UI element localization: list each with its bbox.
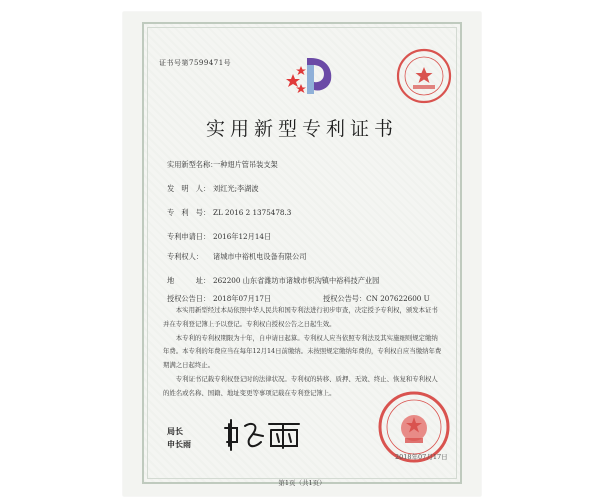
patent-office-logo [281,52,343,98]
certificate-title: 实用新型专利证书 [205,118,398,140]
registration-stamp [395,47,453,105]
field-utility-model-name: 实用新型名称： 一种翅片管吊装支架 [167,160,278,169]
certificate-body [163,304,443,401]
field-application-date: 专利申请日： 2016年12月14日 [167,232,272,241]
field-grant-date: 授权公告日： 2018年07月17日 [167,294,272,303]
certificate-number: 证书号第7599471号 [159,59,232,67]
body-paragraph: 专利证书记载专利权登记时的法律状况。专利权的转移、质押、无效、终止、恢复和专利权人的姓名或名称、国籍、地址变更等事项记载在专利登记簿上。 [163,374,438,397]
signatory-name: 申长雨 [167,440,191,449]
field-patent-number: 专 利 号： ZL 2016 2 1375478.3 [167,208,292,217]
signatory-title: 局长 [167,427,183,436]
field-patentee: 专利权人： 诸城市中裕机电设备有限公司 [167,252,307,261]
body-paragraph: 本实用新型经过本局依照中华人民共和国专利法进行初步审查，决定授予专利权，颁发本证书并在专利登记簿上予以登记。专利权自授权公告之日起生效。 [163,306,438,328]
field-grant-publication-number: 授权公告号：CN 207622600 U [323,294,430,303]
body-paragraph: 本专利的专利权期限为十年，自申请日起算。专利权人应当依照专利法及其实施细则规定缴纳年费。本专利的年费应当在每年12月14日前缴纳。未按照规定缴纳年费的，专利权自应当缴纳年费期满之日起终止。 [163,333,442,370]
page-number: 第1页（共1页） [278,479,326,487]
field-inventor: 发 明 人： 刘红光;李湖波 [167,184,259,193]
seal-date: 2018年07月17日 [395,453,448,461]
field-address: 地 址： 262200 山东省潍坊市诸城市枳沟镇中裕科技产业园 [167,276,380,285]
certificate-paper [123,12,481,496]
handwritten-signature [223,416,307,452]
